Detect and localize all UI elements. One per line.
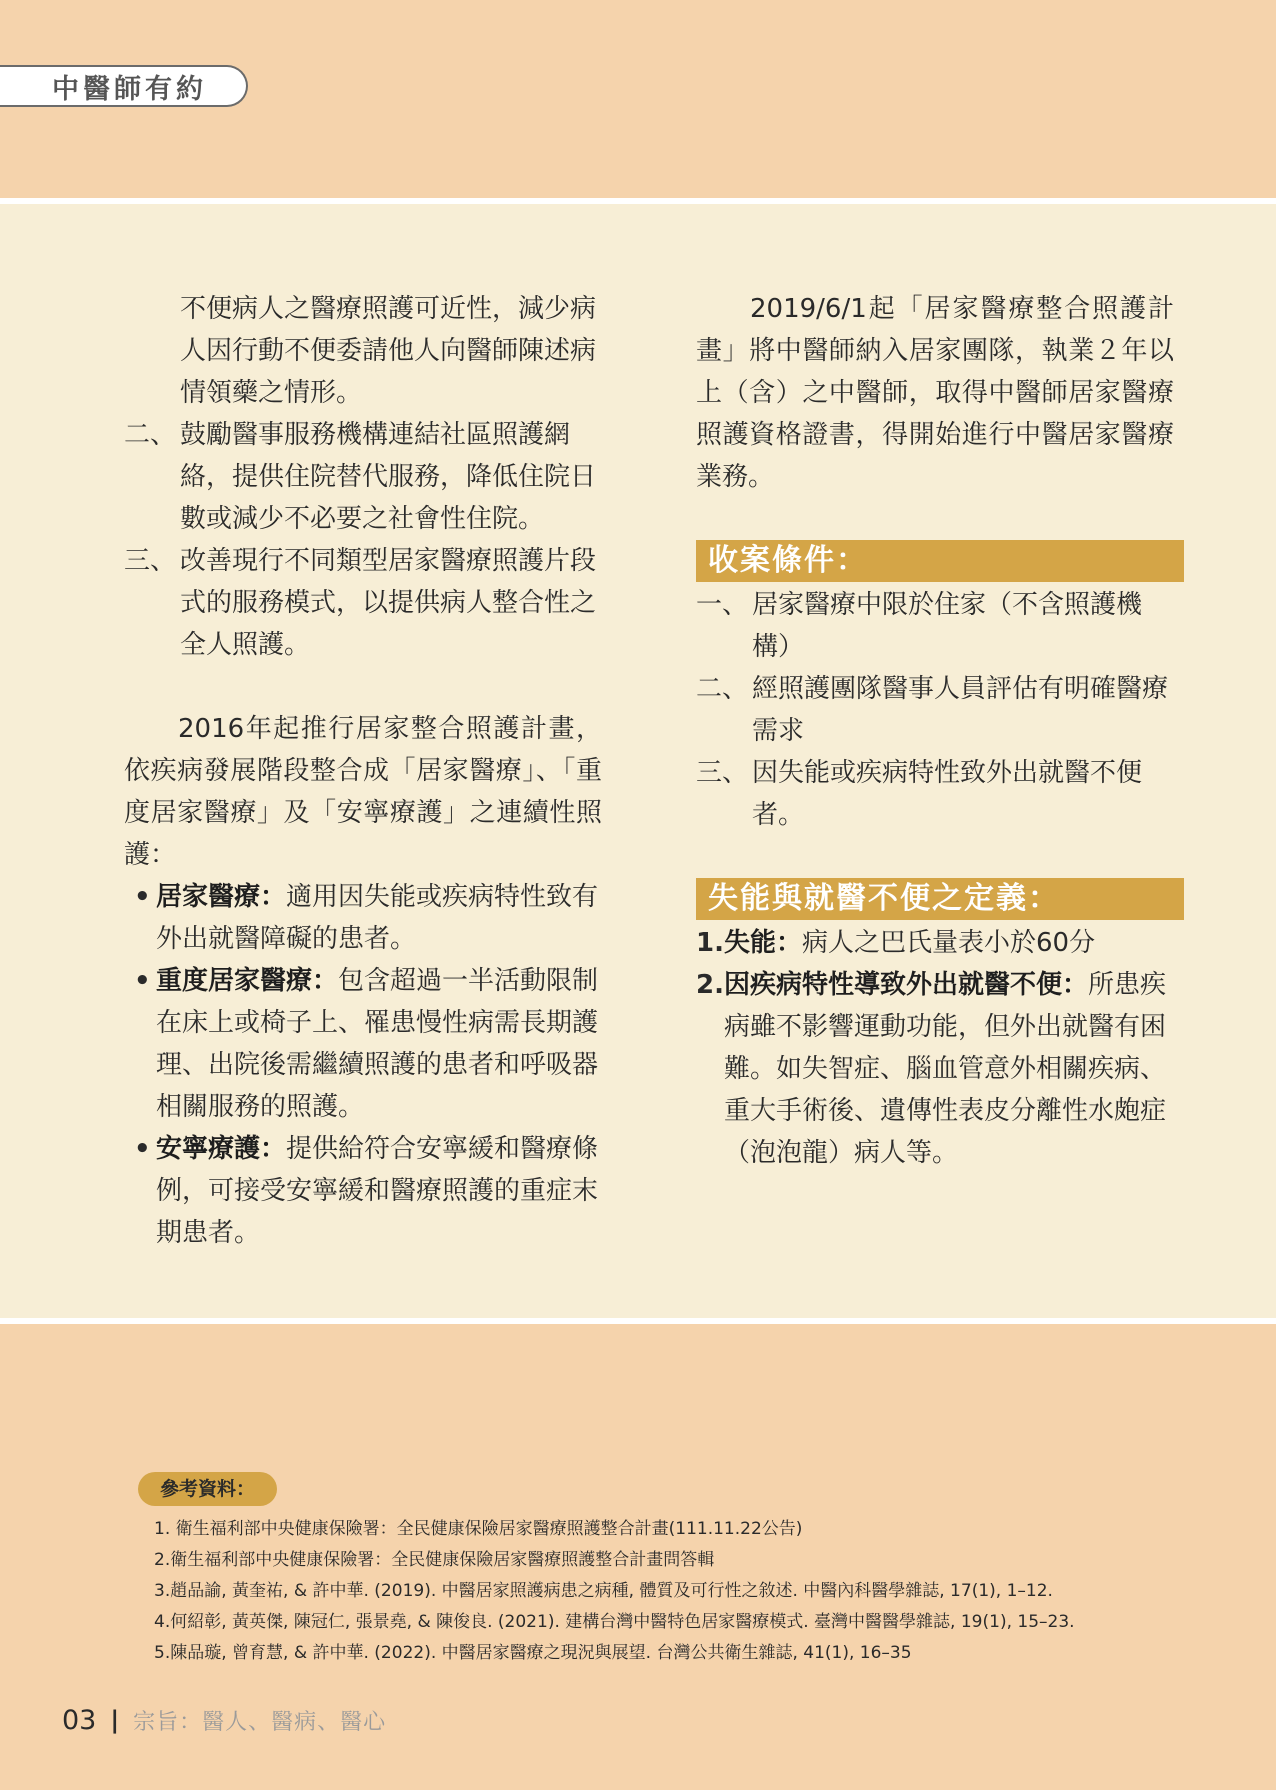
criteria-heading: 收案條件： <box>696 540 1184 582</box>
left-column <box>124 288 602 1254</box>
definition-marker: 2. <box>696 970 724 1000</box>
reference-list <box>154 1514 1178 1669</box>
goal-text: 改善現行不同類型居家醫療照護片段式的服務模式，以提供病人整合性之全人照護。 <box>180 546 597 660</box>
header-band <box>0 0 1276 198</box>
paragraph-2019: 2019/6/1起「居家醫療整合照護計畫」將中醫師納入居家團隊，執業２年以上（含）之中醫師，取得中醫師居家醫療照護資格證書，得開始進行中醫居家醫療業務。 <box>696 294 1174 492</box>
goal-1-continuation: 不便病人之醫療照護可近性，減少病人因行動不便委請他人向醫師陳述病情領藥之情形。 <box>180 294 597 408</box>
bullet-term: 重度居家醫療： <box>156 966 339 996</box>
reference-item: 5.陳品璇, 曾育慧, & 許中華. (2022). 中醫居家醫療之現況與展望. 台灣公共衛生雜誌, 41(1), 16–35 <box>154 1643 912 1663</box>
definition-text: 所患疾病雖不影響運動功能，但外出就醫有困難。如失智症、腦血管意外相關疾病、重大手術後、遺傳性表皮分離性水皰症（泡泡龍）病人等。 <box>724 970 1167 1168</box>
goal-item <box>124 414 602 540</box>
definition-text: 病人之巴氏量表小於60分 <box>802 928 1096 958</box>
bullet-item <box>124 960 602 1128</box>
section-title: 中醫師有約 <box>52 73 207 105</box>
footer-motto: 宗旨：醫人、醫病、醫心 <box>133 1709 387 1735</box>
bullet-dot: • <box>134 882 151 912</box>
bullet-term: 安寧療護： <box>156 1134 287 1164</box>
definition-term: 因疾病特性導致外出就醫不便： <box>724 970 1089 1000</box>
right-column <box>696 288 1174 1174</box>
paragraph-2016: 2016年起推行居家整合照護計畫，依疾病發展階段整合成「居家醫療」、「重度居家醫療」及「安寧療護」之連續性照護： <box>124 714 602 870</box>
main-content <box>0 204 1276 1318</box>
bullet-text: 提供給符合安寧緩和醫療條例，可接受安寧緩和醫療照護的重症末期患者。 <box>156 1134 599 1248</box>
goal-marker: 三、 <box>124 546 177 576</box>
divider <box>0 1318 1276 1324</box>
criteria-marker: 二、 <box>696 674 749 704</box>
criteria-text: 經照護團隊醫事人員評估有明確醫療需求 <box>752 674 1169 746</box>
definition-item <box>696 964 1174 1174</box>
references <box>138 1472 1178 1669</box>
criteria-marker: 一、 <box>696 590 749 620</box>
criteria-item <box>696 668 1174 752</box>
page-number: 03 <box>62 1704 97 1736</box>
reference-item: 1. 衛生福利部中央健康保險署：全民健康保險居家醫療照護整合計畫(111.11.22公告) <box>154 1519 803 1539</box>
bullet-item <box>124 1128 602 1254</box>
goal-marker: 二、 <box>124 420 177 450</box>
definition-item <box>696 922 1174 964</box>
criteria-text: 因失能或疾病特性致外出就醫不便者。 <box>752 758 1143 830</box>
criteria-item <box>696 584 1174 668</box>
definition-term: 失能： <box>724 928 803 958</box>
goal-text: 鼓勵醫事服務機構連結社區照護網絡，提供住院替代服務，降低住院日數或減少不必要之社會性住院。 <box>180 420 597 534</box>
bullet-item <box>124 876 602 960</box>
definition-heading: 失能與就醫不便之定義： <box>696 878 1184 920</box>
criteria-item <box>696 752 1174 836</box>
criteria-text: 居家醫療中限於住家（不含照護機構） <box>752 590 1143 662</box>
reference-item: 4.何紹彰, 黃英傑, 陳冠仁, 張景堯, & 陳俊良. (2021). 建構台灣中醫特色居家醫療模式. 臺灣中醫醫學雜誌, 19(1), 15–23. <box>154 1612 1075 1632</box>
footer-separator: | <box>110 1706 120 1734</box>
reference-item: 2.衛生福利部中央健康保險署：全民健康保險居家醫療照護整合計畫問答輯 <box>154 1550 715 1570</box>
page-footer <box>62 1702 386 1738</box>
references-label: 參考資料： <box>138 1472 277 1506</box>
bullet-dot: • <box>134 966 151 996</box>
bullet-dot: • <box>134 1134 151 1164</box>
criteria-marker: 三、 <box>696 758 749 788</box>
bullet-text: 適用因失能或疾病特性致有外出就醫障礙的患者。 <box>156 882 599 954</box>
goal-item <box>124 540 602 666</box>
bullet-term: 居家醫療： <box>156 882 287 912</box>
section-tab <box>0 65 248 107</box>
definition-marker: 1. <box>696 928 724 958</box>
bullet-text: 包含超過一半活動限制在床上或椅子上、罹患慢性病需長期護理、出院後需繼續照護的患者和呼吸器相關服務的照護。 <box>156 966 599 1122</box>
reference-item: 3.趙品諭, 黃奎祐, & 許中華. (2019). 中醫居家照護病患之病種, 體質及可行性之敘述. 中醫內科醫學雜誌, 17(1), 1–12. <box>154 1581 1053 1601</box>
